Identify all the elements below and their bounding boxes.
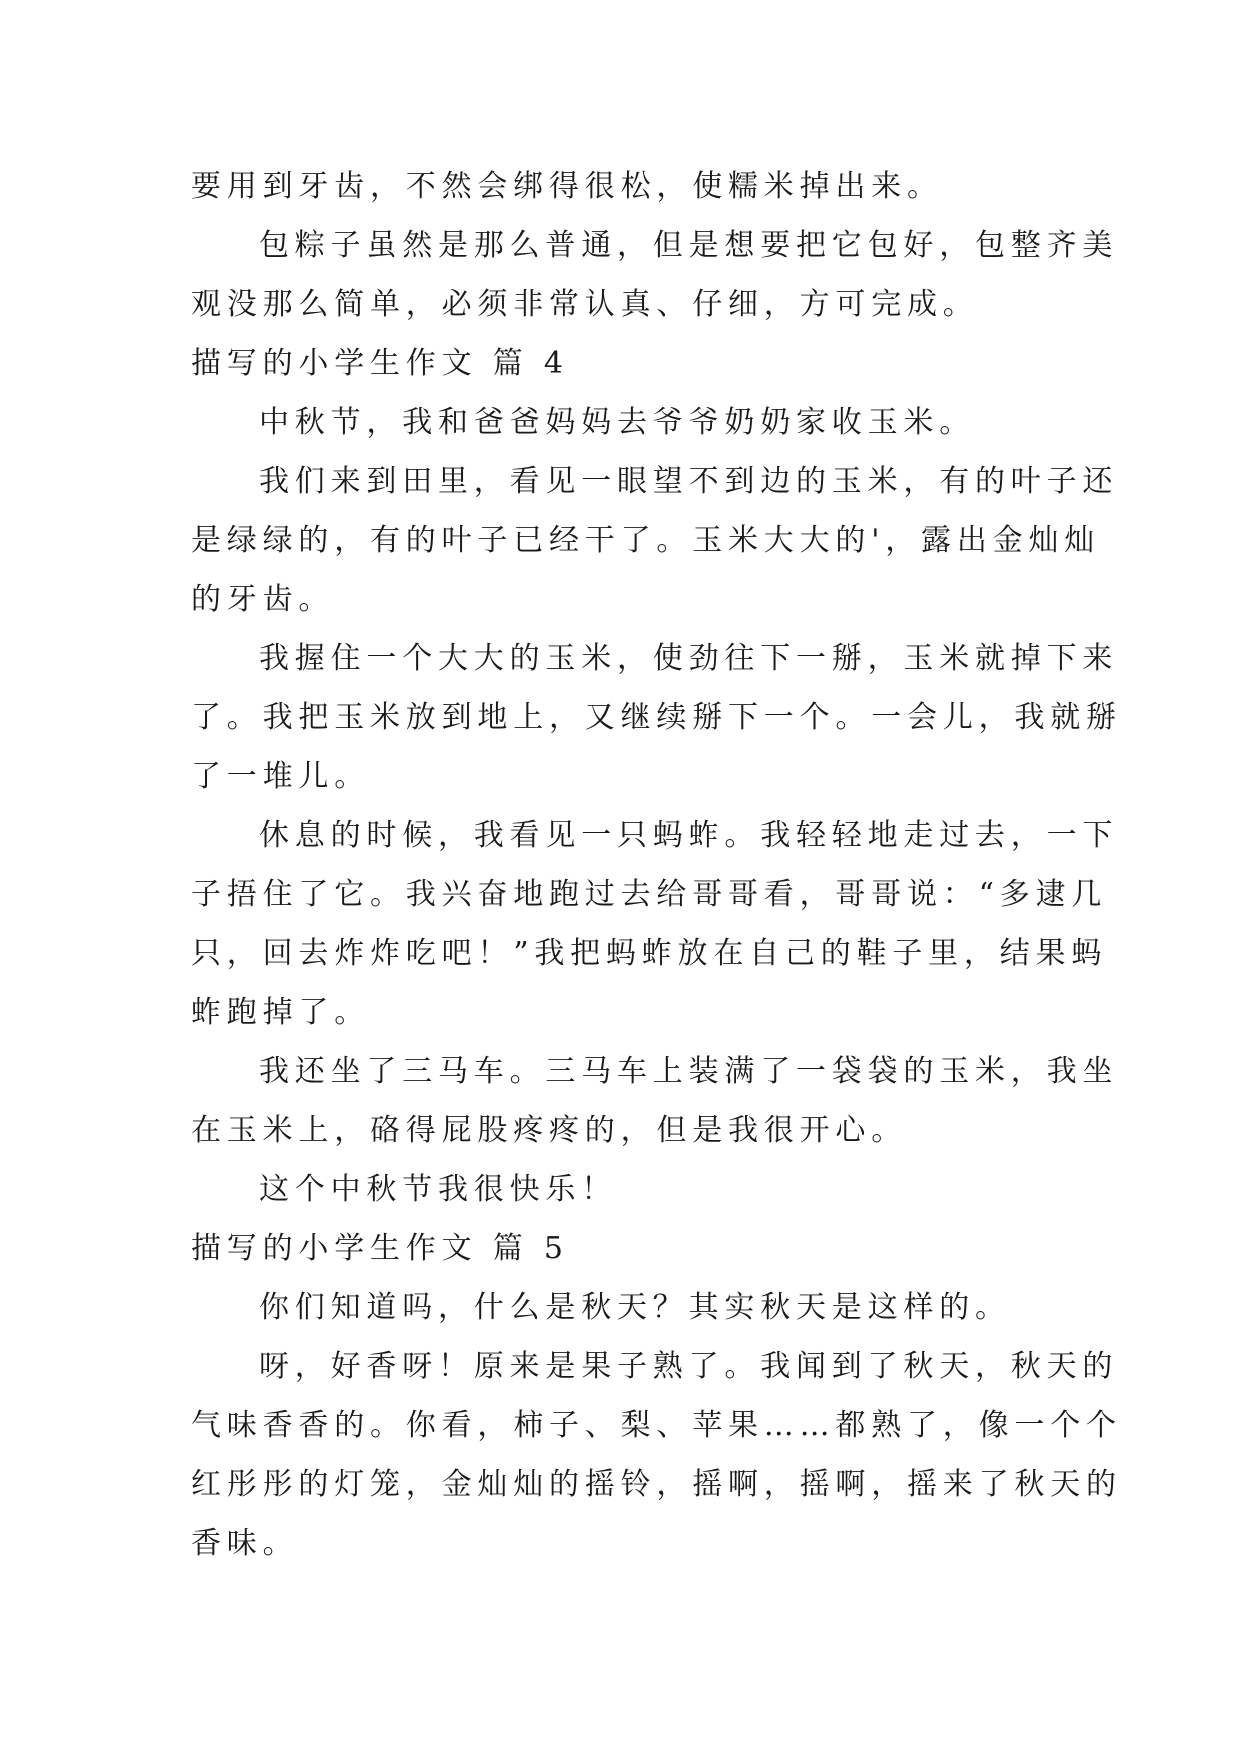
paragraph-first-line: 休息的时候，我看见一只蚂蚱。我轻轻地走过去，一下 <box>259 818 1119 853</box>
body-line: 子捂住了它。我兴奋地跑过去给哥哥看，哥哥说：“多逮几 <box>191 877 1108 912</box>
body-line: 的牙齿。 <box>191 582 335 617</box>
body-line: 是绿绿的，有的叶子已经干了。玉米大大的'，露出金灿灿 <box>191 523 1101 558</box>
document-body <box>191 157 1122 1573</box>
body-line: 香味。 <box>191 1526 299 1561</box>
body-line: 了一堆儿。 <box>191 759 370 794</box>
paragraph-first-line: 你们知道吗，什么是秋天？其实秋天是这样的。 <box>259 1290 1011 1325</box>
body-line: 气味香香的。你看，柿子、梨、苹果……都熟了，像一个个 <box>191 1408 1122 1443</box>
paragraph-first-line: 我还坐了三马车。三马车上装满了一袋袋的玉米，我坐 <box>259 1054 1119 1089</box>
body-line: 在玉米上，硌得屁股疼疼的，但是我很开心。 <box>191 1113 907 1148</box>
body-line: 要用到牙齿，不然会绑得很松，使糯米掉出来。 <box>191 169 943 204</box>
paragraph-first-line: 我握住一个大大的玉米，使劲往下一掰，玉米就掉下来 <box>259 641 1119 676</box>
paragraph-first-line: 我们来到田里，看见一眼望不到边的玉米，有的叶子还 <box>259 464 1119 499</box>
section-heading: 描写的小学生作文 篇 5 <box>191 1231 569 1266</box>
body-line: 观没那么简单，必须非常认真、仔细，方可完成。 <box>191 287 979 322</box>
paragraph-first-line: 这个中秋节我很快乐！ <box>259 1172 617 1207</box>
paragraph-first-line: 包粽子虽然是那么普通，但是想要把它包好，包整齐美 <box>259 228 1119 263</box>
section-heading: 描写的小学生作文 篇 4 <box>191 346 569 381</box>
body-line: 红彤彤的灯笼，金灿灿的摇铃，摇啊，摇啊，摇来了秋天的 <box>191 1467 1122 1502</box>
body-line: 了。我把玉米放到地上，又继续掰下一个。一会儿，我就掰 <box>191 700 1122 735</box>
body-line: 蚱跑掉了。 <box>191 995 370 1030</box>
paragraph-first-line: 呀，好香呀！原来是果子熟了。我闻到了秋天，秋天的 <box>259 1349 1119 1384</box>
paragraph-first-line: 中秋节，我和爸爸妈妈去爷爷奶奶家收玉米。 <box>259 405 975 440</box>
body-line: 只，回去炸炸吃吧！”我把蚂蚱放在自己的鞋子里，结果蚂 <box>191 936 1108 971</box>
